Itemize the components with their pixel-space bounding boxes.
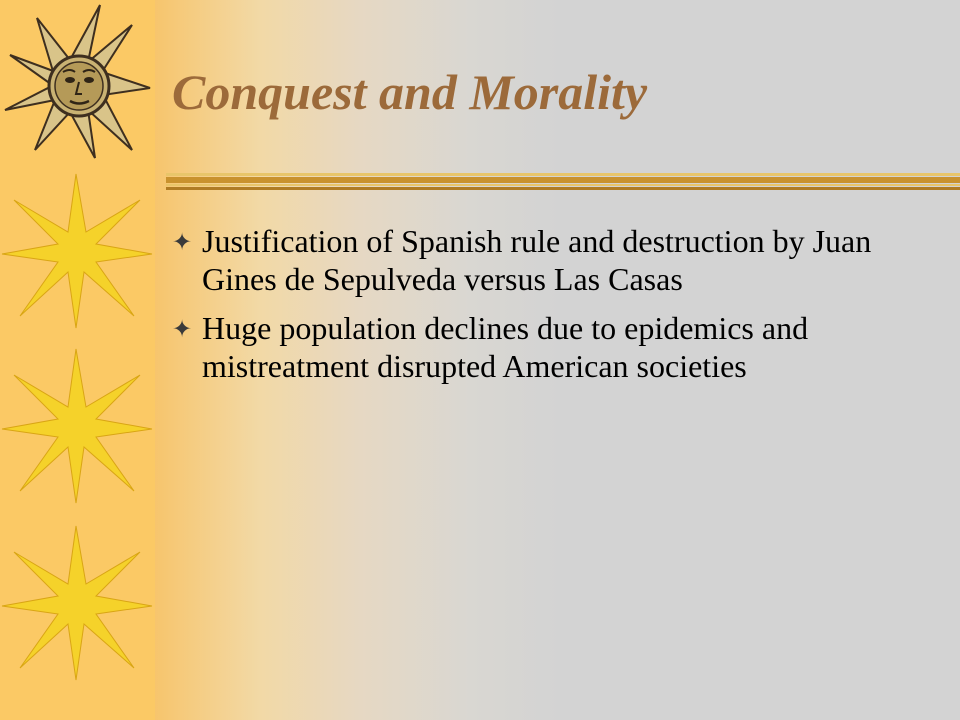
title-divider <box>166 172 960 192</box>
bullet-list <box>172 222 947 396</box>
bullet-item <box>172 309 947 385</box>
sun-rays-icon <box>0 522 155 682</box>
bullet-item <box>172 222 947 298</box>
bullet-text: Huge population declines due to epidemics and mistreatment disrupted American societies <box>202 310 809 384</box>
four-pointed-star-icon: ✦ <box>172 228 193 256</box>
bullet-text: Justification of Spanish rule and destruction by Juan Gines de Sepulveda versus Las Casas <box>202 223 872 297</box>
four-pointed-star-icon: ✦ <box>172 315 193 343</box>
sun-rays-icon <box>0 345 155 505</box>
sun-rays-icon <box>0 170 155 330</box>
slide-title: Conquest and Morality <box>172 64 648 120</box>
sun-face-icon <box>0 0 160 165</box>
